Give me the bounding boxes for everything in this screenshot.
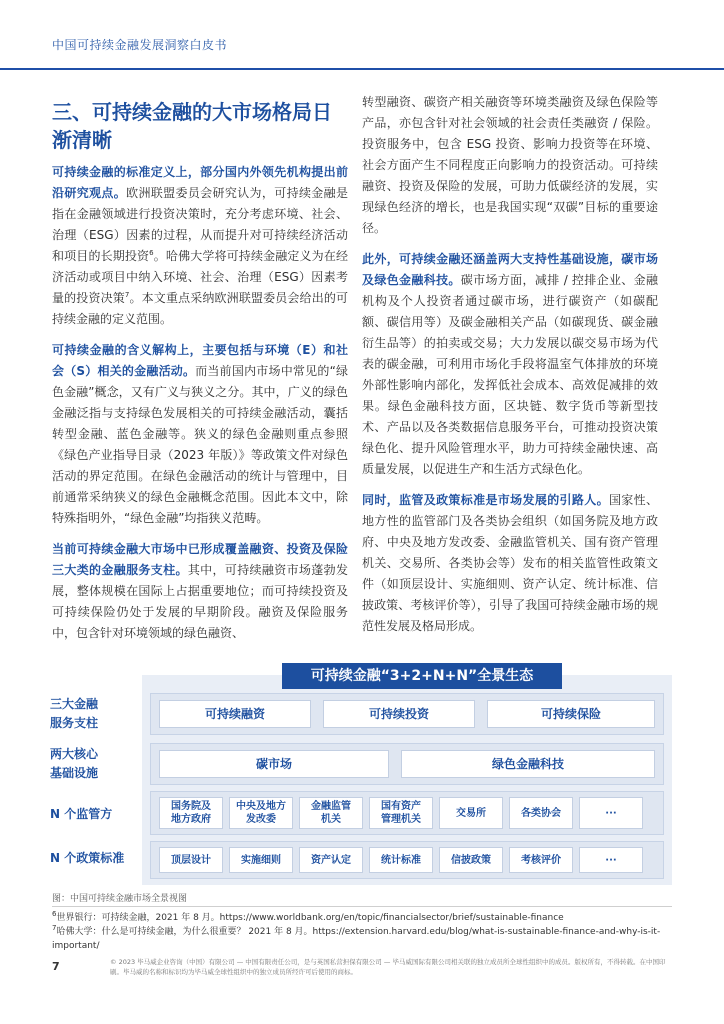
right-paragraph-3 [362, 490, 658, 637]
cell-top-design: 顶层设计 [159, 847, 223, 873]
cell-state-council: 国务院及 地方政府 [159, 797, 223, 829]
right-paragraph-1 [362, 92, 658, 239]
right-p3-text: 国家性、地方性的监管部门及各类协会组织（如国务院及地方政府、中央及地方发改委、金融监管机关、国有资产管理机关、交易所、各类协会等）发布的相关监管性政策文件（如顶层设计、实施细则、资产认定、统计标准、信披政策、考核评价等），引导了我国可持续金融市场的规范性发展及格局形成。 [362, 493, 658, 633]
footnote-7-text[interactable]: 哈佛大学：什么是可持续金融，为什么很重要？ 2021 年 8 月。https://extension.harvard.edu/blog/what-is-sustainable-finance-and-why-is-it-important/ [52, 927, 661, 951]
footnote-divider [52, 906, 672, 907]
cell-statistics: 统计标准 [369, 847, 433, 873]
cell-carbon-market: 碳市场 [159, 750, 389, 778]
cell-sustainable-investment: 可持续投资 [323, 700, 475, 728]
footnote-ref-6[interactable]: 6 [149, 249, 154, 257]
cell-sustainable-insurance: 可持续保险 [487, 700, 655, 728]
cell-exchanges: 交易所 [439, 797, 503, 829]
cell-evaluation: 考核评价 [509, 847, 573, 873]
left-p1-highlight: 可持续金融的标准定义上，部分国内外领先机构提出前沿研究观点。 [52, 165, 348, 200]
left-p3-text: 其中，可持续融资市场蓬勃发展，整体规模在国际上占据重要地位；而可持续投资及可持续保险仍处于发展的早期阶段。融资及保险服务中，包含针对环境领域的绿色融资、 [52, 563, 348, 640]
cell-regulators-more: ··· [579, 797, 643, 829]
left-p3-highlight: 当前可持续金融大市场中已形成覆盖融资、投资及保险三大类的金融服务支柱。 [52, 542, 348, 577]
left-paragraph-3 [52, 539, 348, 644]
cell-standards-more: ··· [579, 847, 643, 873]
figure-caption: 图：中国可持续金融市场全景视图 [52, 894, 188, 904]
right-column [362, 92, 658, 647]
row-pillars [150, 693, 664, 735]
left-column [52, 98, 348, 654]
cell-state-assets: 国有资产 管理机关 [369, 797, 433, 829]
row-label-standards: N 个政策标准 [50, 851, 125, 865]
copyright-notice: © 2023 毕马威企业咨询（中国）有限公司 — 中国有限责任公司，是与英国私营担保有限公司 — 毕马威国际有限公司相关联的独立成员所全球性组织中的成员。版权所有，不得转载。在中国印刷。毕马威的名称和标识均为毕马威全球性组织中的独立成员所经许可后使用的商标。 [110, 958, 666, 976]
ecosystem-diagram [50, 663, 672, 885]
row-standards [150, 841, 664, 879]
cell-associations: 各类协会 [509, 797, 573, 829]
footnote-ref-7[interactable]: 7 [124, 291, 130, 299]
right-paragraph-2 [362, 249, 658, 480]
left-p2-text: 而当前国内市场中常见的“绿色金融”概念，又有广义与狭义之分。其中，广义的绿色金融泛指与支持绿色发展相关的可持续金融活动，囊括转型金融、蓝色金融等。狭义的绿色金融则重点参照《绿色产业指导目录（2023 年版）》等政策文件对绿色活动的界定范围。在绿色金融活动的统计与管理中，目前通常采纳狭义的绿色金融概念范围。因此本文中，除特殊指明外，“绿色金融”均指狭义范畴。 [52, 364, 348, 525]
header-rule [0, 68, 724, 70]
cell-implementation: 实施细则 [229, 847, 293, 873]
left-p1-text-c: 。本文重点采纳欧洲联盟委员会给出的可持续金融的定义范围。 [52, 291, 348, 326]
right-p2-text: 碳市场方面，减排 / 控排企业、金融机构及个人投资者通过碳市场，进行碳资产（如碳配额、碳信用等）及碳金融相关产品（如碳现货、碳金融衍生品等）的拍卖或交易；大力发展以碳交易市场为代表的碳金融，可利用市场化手段将温室气体排放的环境外部性影响内部化，发挥低社会成本、高效促减排的效果。绿色金融科技方面，区块链、数字货币等新型技术、产品以及各类数据信息服务平台，可推动投资决策绿色化、提升风险管理水平，助力可持续金融快速、高质量发展，以促进生产和生活方式绿色化。 [362, 273, 658, 476]
cell-asset-certification: 资产认定 [299, 847, 363, 873]
row-label-pillars: 三大金融 服务支柱 [50, 697, 99, 730]
right-p2-highlight: 此外，可持续金融还涵盖两大支持性基础设施，碳市场及绿色金融科技。 [362, 252, 658, 287]
footnote-6-text[interactable]: 世界银行：可持续金融，2021 年 8 月。https://www.worldbank.org/en/topic/financialsector/brief/sustainable-finance [56, 913, 564, 923]
left-p2-highlight: 可持续金融的含义解构上，主要包括与环境（E）和社会（S）相关的金融活动。 [52, 343, 348, 378]
row-infrastructure [150, 743, 664, 785]
left-paragraph-2 [52, 340, 348, 529]
page-number: 7 [52, 960, 60, 973]
left-p1-text-b: 。哈佛大学将可持续金融定义为在经济活动或项目中纳入环境、社会、治理（ESG）因素考量的投资决策 [52, 249, 348, 305]
section-title: 三、可持续金融的大市场格局日渐清晰 [52, 100, 332, 152]
header-title: 中国可持续金融发展洞察白皮书 [52, 38, 228, 52]
left-p1-text-a: 欧洲联盟委员会研究认为，可持续金融是指在金融领域进行投资决策时，充分考虑环境、社会、治理（ESG）因素的过程，从而提升对可持续经济活动和项目的长期投资 [52, 186, 348, 263]
row-label-infrastructure: 两大核心 基础设施 [50, 747, 99, 780]
cell-green-fintech: 绿色金融科技 [401, 750, 655, 778]
left-paragraph-1 [52, 162, 348, 330]
row-label-regulators: N 个监管方 [50, 807, 113, 821]
cell-financial-regulators: 金融监管 机关 [299, 797, 363, 829]
footnote-7: $^7$哈佛大学：什么是可持续金融，为什么很重要？ 2021 年 8 月。https://extension.harvard.edu/blog/what-is-sustainable-finance-and-why-is-it-important/ [52, 924, 661, 951]
diagram-title: 可持续金融“3+2+N+N”全景生态 [282, 663, 562, 689]
right-p3-highlight: 同时，监管及政策标准是市场发展的引路人。 [362, 493, 609, 507]
right-p1-text: 转型融资、碳资产相关融资等环境类融资及绿色保险等产品，亦包含针对社会领域的社会责任类融资 / 保险。投资服务中，包含 ESG 投资、影响力投资等在环境、社会方面产生不同程度正向影响力的投资活动。可持续融资、投资及保险的发展，可助力低碳经济的发展，实现绿色经济的增长，也是我国实现“双碳”目标的重要途径。 [362, 95, 658, 235]
footnote-6: $^6$世界银行：可持续金融，2021 年 8 月。https://www.worldbank.org/en/topic/financialsector/brief/sustainable-finance [52, 910, 564, 923]
cell-disclosure: 信披政策 [439, 847, 503, 873]
cell-ndrc: 中央及地方 发改委 [229, 797, 293, 829]
cell-sustainable-financing: 可持续融资 [159, 700, 311, 728]
footnotes [52, 911, 672, 953]
row-regulators [150, 791, 664, 835]
